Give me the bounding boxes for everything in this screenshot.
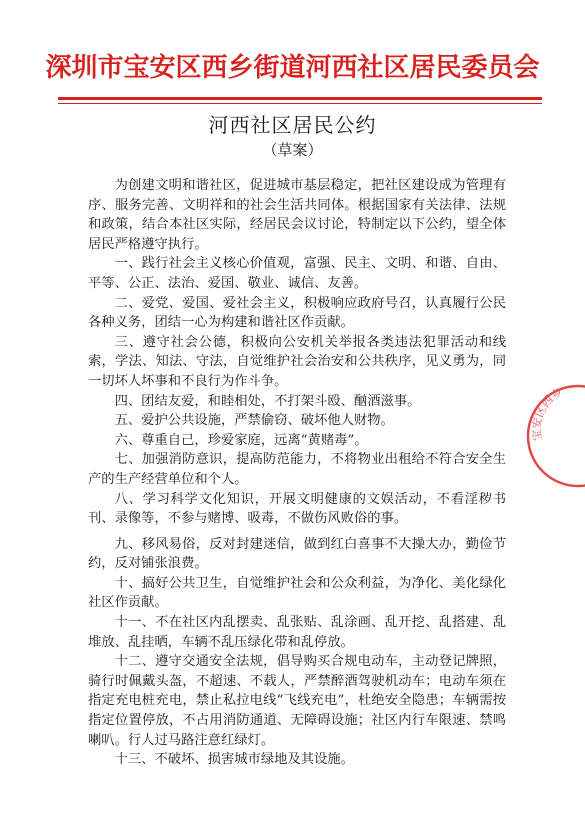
paragraph-article-2: 二、爱党、爱国、爱社会主义，积极响应政府号召，认真履行公民各种义务，团结一心为构建和谐社区作贡献。: [88, 295, 506, 331]
paragraph-article-8: 八、学习科学文化知识，开展文明健康的文娱活动，不看淫秽书刊、录像等，不参与赌博、吸毒，不做伤风败俗的事。: [88, 491, 506, 527]
paragraph-article-7: 七、加强消防意识，提高防范能力，不将物业出租给不符合安全生产的生产经营单位和个人。: [88, 452, 506, 487]
paragraph-intro: 为创建文明和谐社区，促进城市基层稳定，把社区建设成为管理有序、服务完善、文明祥和的社会生活共同体。根据国家有关法律、法规和政策，结合本社区实际，经居民会议讨论，特制定以下公约，望全体居民严格遵守执行。: [88, 178, 506, 252]
document-title: 河西社区居民公约: [208, 113, 377, 137]
paragraph-article-3: 三、遵守社会公德，积极向公安机关举报各类违法犯罪活动和线索，学法、知法、守法，自觉维护社会治安和公共秩序，见义勇为，同一切坏人坏事和不良行为作斗争。: [88, 334, 506, 389]
paragraph-article-9: 九、移风易俗，反对封建迷信，做到红白喜事不大操大办，勤俭节约，反对铺张浪费。: [88, 536, 506, 572]
letterhead-rule-thin: [58, 103, 542, 104]
paragraph-article-13: 十三、不破坏、损害城市绿地及其设施。: [114, 752, 354, 768]
seal-ring: [528, 386, 585, 486]
paragraph-article-12: 十二、遵守交通安全法规，倡导购买合规电动车，主动登记牌照，骑行时佩戴头盔，不超速、不载人，严禁醉酒驾驶机动车；电动车须在指定充电桩充电，禁止私拉电线“飞线充电”，杜绝安全隐患；车辆需按指定位置停放，不占用消防通道、无障碍设施；社区内行车限速、禁鸣喇叭。行人过马路注意红绿灯。: [88, 654, 506, 748]
paragraph-article-4: 四、团结友爱，和睦相处，不打架斗殴、酗酒滋事。: [114, 393, 421, 409]
seal-text: [529, 385, 565, 442]
document-subtitle: （草案）: [262, 141, 323, 159]
document-body: [88, 176, 506, 770]
letterhead-rule-thick: [58, 97, 542, 100]
seal-text-path: 宝安区西乡: [530, 385, 565, 442]
paragraph-article-6: 六、尊重自己，珍爱家庭，远离“黄赌毒”。: [114, 432, 368, 448]
paragraph-article-1: 一、践行社会主义核心价值观，富强、民主、文明、和谐、自由、平等、公正、法治、爱国、敬业、诚信、友善。: [88, 256, 506, 291]
official-seal-stamp: [520, 378, 585, 488]
paragraph-article-10: 十、搞好公共卫生，自觉维护社会和公众利益，为净化、美化绿化社区作贡献。: [88, 575, 506, 611]
paragraph-article-11: 十一、不在社区内乱摆卖、乱张贴、乱涂画、乱开挖、乱搭建、乱堆放、乱挂晒，车辆不乱压绿化带和乱停放。: [88, 615, 506, 650]
letterhead: 深圳市宝安区西乡街道河西社区居民委员会: [45, 53, 540, 83]
paragraph-article-5: 五、爱护公共设施，严禁偷窃、破坏他人财物。: [114, 413, 394, 429]
